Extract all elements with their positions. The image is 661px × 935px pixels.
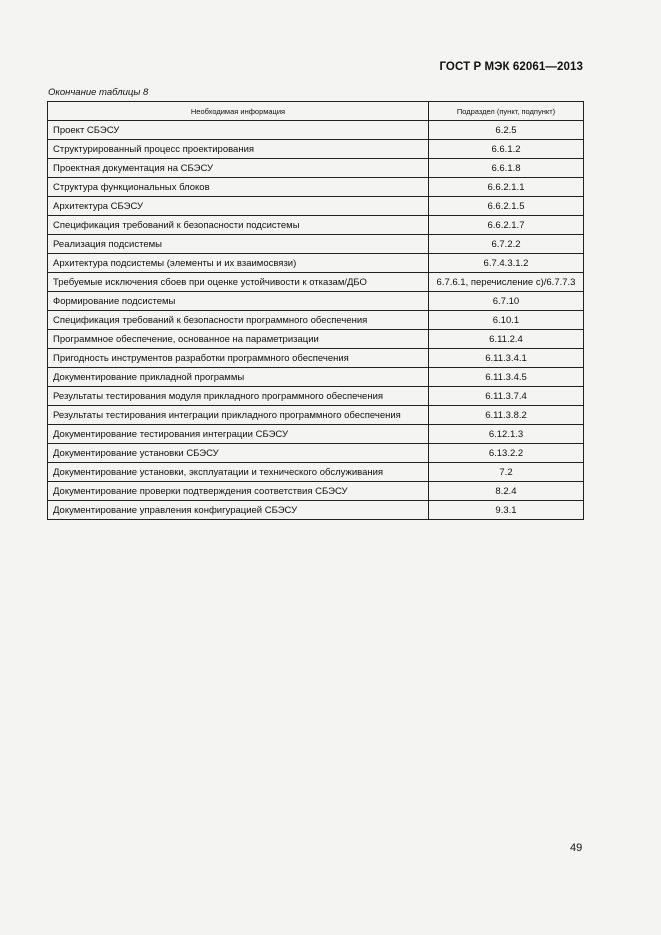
table-row	[48, 254, 584, 273]
table-row	[48, 444, 584, 463]
table-row	[48, 292, 584, 311]
cell-information: Архитектура СБЭСУ	[48, 197, 429, 216]
cell-subsection: 6.13.2.2	[429, 444, 584, 463]
table-row	[48, 235, 584, 254]
table-row	[48, 140, 584, 159]
cell-subsection: 6.11.3.7.4	[429, 387, 584, 406]
cell-information: Результаты тестирования модуля прикладного программного обеспечения	[48, 387, 429, 406]
cell-information: Архитектура подсистемы (элементы и их взаимосвязи)	[48, 254, 429, 273]
cell-subsection: 6.6.2.1.5	[429, 197, 584, 216]
table-row	[48, 368, 584, 387]
cell-information: Структурированный процесс проектирования	[48, 140, 429, 159]
cell-subsection: 8.2.4	[429, 482, 584, 501]
column-header-information: Необходимая информация	[48, 102, 429, 121]
column-header-subsection: Подраздел (пункт, подпункт)	[429, 102, 584, 121]
cell-subsection: 6.11.3.4.5	[429, 368, 584, 387]
cell-information: Требуемые исключения сбоев при оценке устойчивости к отказам/ДБО	[48, 273, 429, 292]
table-caption: Окончание таблицы 8	[48, 87, 149, 98]
table-row	[48, 387, 584, 406]
cell-subsection: 7.2	[429, 463, 584, 482]
cell-subsection: 6.7.6.1, перечисление с)/6.7.7.3	[429, 273, 584, 292]
cell-subsection: 6.6.2.1.1	[429, 178, 584, 197]
cell-subsection: 6.11.3.4.1	[429, 349, 584, 368]
table-row	[48, 482, 584, 501]
cell-subsection: 6.6.1.2	[429, 140, 584, 159]
cell-information: Документирование управления конфигурацией СБЭСУ	[48, 501, 429, 520]
table-row	[48, 463, 584, 482]
cell-information: Результаты тестирования интеграции прикладного программного обеспечения	[48, 406, 429, 425]
table-row	[48, 159, 584, 178]
cell-subsection: 6.10.1	[429, 311, 584, 330]
table-row	[48, 406, 584, 425]
cell-subsection: 9.3.1	[429, 501, 584, 520]
cell-information: Документирование проверки подтверждения соответствия СБЭСУ	[48, 482, 429, 501]
cell-information: Проектная документация на СБЭСУ	[48, 159, 429, 178]
cell-information: Документирование установки СБЭСУ	[48, 444, 429, 463]
cell-subsection: 6.7.10	[429, 292, 584, 311]
page-number: 49	[570, 842, 583, 854]
cell-information: Документирование установки, эксплуатации и технического обслуживания	[48, 463, 429, 482]
cell-information: Проект СБЭСУ	[48, 121, 429, 140]
cell-subsection: 6.6.2.1.7	[429, 216, 584, 235]
cell-subsection: 6.12.1.3	[429, 425, 584, 444]
cell-subsection: 6.7.4.3.1.2	[429, 254, 584, 273]
cell-information: Документирование прикладной программы	[48, 368, 429, 387]
table-row	[48, 178, 584, 197]
cell-subsection: 6.11.3.8.2	[429, 406, 584, 425]
cell-information: Пригодность инструментов разработки программного обеспечения	[48, 349, 429, 368]
cell-information: Реализация подсистемы	[48, 235, 429, 254]
cell-subsection: 6.11.2.4	[429, 330, 584, 349]
cell-information: Программное обеспечение, основанное на параметризации	[48, 330, 429, 349]
table-body	[48, 121, 584, 520]
table-row	[48, 273, 584, 292]
cell-subsection: 6.7.2.2	[429, 235, 584, 254]
cell-information: Структура функциональных блоков	[48, 178, 429, 197]
cell-information: Формирование подсистемы	[48, 292, 429, 311]
cell-information: Спецификация требований к безопасности подсистемы	[48, 216, 429, 235]
table-row	[48, 311, 584, 330]
cell-information: Спецификация требований к безопасности программного обеспечения	[48, 311, 429, 330]
table-row	[48, 501, 584, 520]
table-header-row	[48, 102, 584, 121]
table-row	[48, 349, 584, 368]
table-row	[48, 330, 584, 349]
table-row	[48, 121, 584, 140]
cell-subsection: 6.2.5	[429, 121, 584, 140]
standard-header: ГОСТ Р МЭК 62061—2013	[439, 61, 583, 73]
table-row	[48, 197, 584, 216]
cell-subsection: 6.6.1.8	[429, 159, 584, 178]
cell-information: Документирование тестирования интеграции СБЭСУ	[48, 425, 429, 444]
table-row	[48, 216, 584, 235]
table-row	[48, 425, 584, 444]
requirements-table	[47, 101, 584, 520]
